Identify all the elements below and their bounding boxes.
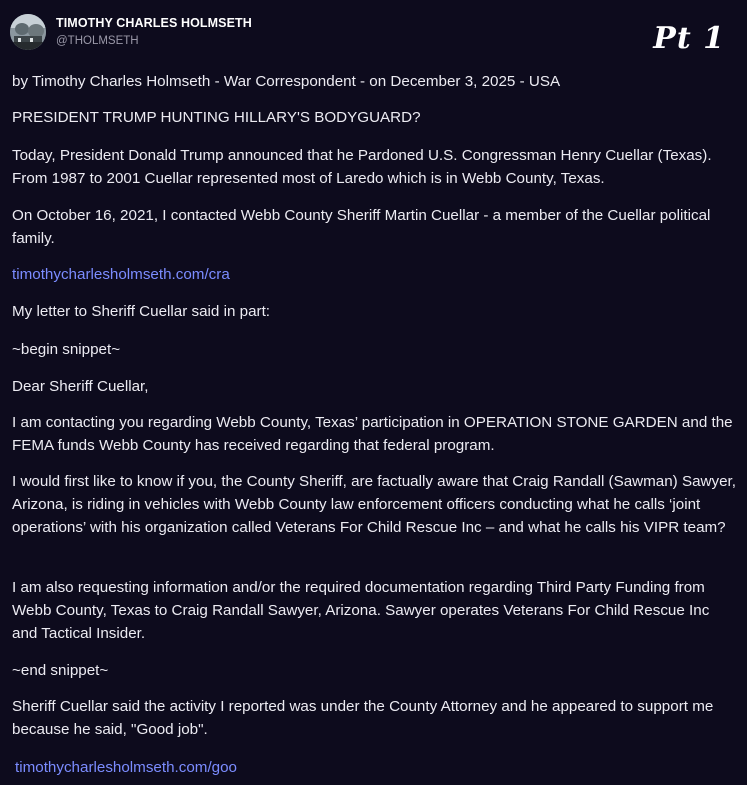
- salutation: Dear Sheriff Cuellar,: [12, 378, 149, 395]
- headline: PRESIDENT TRUMP HUNTING HILLARY'S BODYGUARD?: [12, 109, 421, 126]
- paragraph-good-job: Sheriff Cuellar said the activity I reported was under the County Attorney and he appeared to support me because he said, "Good job".: [12, 698, 714, 738]
- part-badge: Pt 1: [653, 21, 725, 56]
- paragraph-sawyer: I would first like to know if you, the County Sheriff, are factually aware that Craig Randall (Sawman) Sawyer, Arizona, is riding in vehicles with Webb County law enforcement officers conducting what he calls ‘joint operations’ with his organization called Veterans For Child Rescue Inc – and what he calls his VIPR team?: [12, 473, 736, 536]
- avatar[interactable]: [10, 14, 46, 50]
- link-cra[interactable]: timothycharlesholmseth.com/cra: [12, 266, 230, 283]
- author-name[interactable]: TIMOTHY CHARLES HOLMSETH: [56, 16, 252, 30]
- snippet-begin: ~begin snippet~: [12, 341, 121, 358]
- post-header: [10, 13, 252, 51]
- avatar-image: [10, 14, 46, 50]
- byline: by Timothy Charles Holmseth - War Correspondent - on December 3, 2025 - USA: [12, 73, 561, 90]
- paragraph-contact: On October 16, 2021, I contacted Webb County Sheriff Martin Cuellar - a member of the Cuellar political family.: [12, 207, 711, 247]
- author-handle[interactable]: @THOLMSETH: [56, 35, 139, 47]
- paragraph-stone-garden: I am contacting you regarding Webb County, Texas’ participation in OPERATION STONE GARDEN and the FEMA funds Webb County has received regarding that federal program.: [12, 414, 733, 454]
- paragraph-funding: I am also requesting information and/or the required documentation regarding Third Party Funding from Webb County, Texas to Craig Randall Sawyer, Arizona. Sawyer operates Veterans For Child Rescue Inc and Tactical Insider.: [12, 579, 710, 642]
- snippet-end: ~end snippet~: [12, 662, 109, 679]
- author-block: [56, 15, 252, 49]
- paragraph-letter-intro: My letter to Sheriff Cuellar said in part:: [12, 303, 271, 320]
- link-goo[interactable]: timothycharlesholmseth.com/goo: [15, 759, 238, 776]
- paragraph-pardon: Today, President Donald Trump announced that he Pardoned U.S. Congressman Henry Cuellar (Texas). From 1987 to 2001 Cuellar represented most of Laredo which is in Webb County, Texas.: [12, 147, 712, 187]
